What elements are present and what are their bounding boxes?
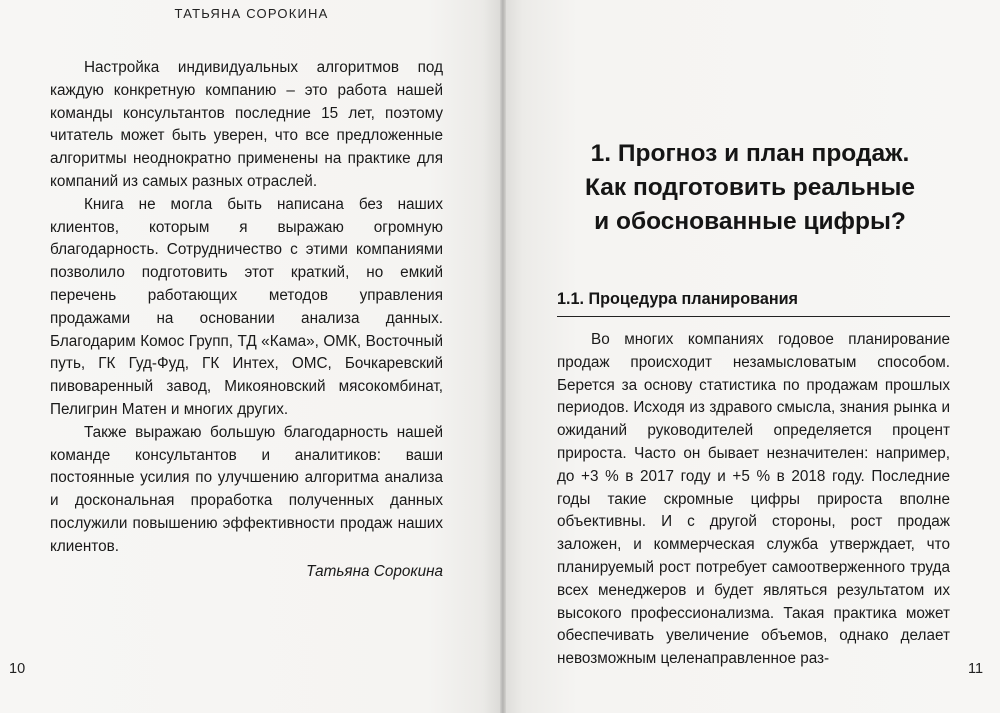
page-number-left: 10 xyxy=(9,661,26,677)
left-page-body xyxy=(50,57,443,583)
running-head: ТАТЬЯНА СОРОКИНА xyxy=(174,6,329,21)
section-divider xyxy=(557,316,950,317)
page-number-right: 11 xyxy=(968,661,984,677)
paragraph: Во многих компаниях годовое планирование продаж происходит незамысловатым способом. Берется за основу статистика по продажам прошлых периодов. Исходя из здравого смысла, знания рынка и ожиданий руководителей определяется процент прироста. Часто он бывает незначителен: например, до +3 % в 2017 году и +5 % в 2018 году. Последние годы такие скромные цифры прироста вполне объективны. И с другой стороны, рост продаж заложен, и коммерческая служба утверждает, что планируемый рост потребует самоотверженного труда всех менеджеров и будет являться результатом их высокого профессионализма. Такая практика может обеспечивать увеличение объемов, однако делает невозможным целенаправленное раз- xyxy=(557,331,950,668)
book-gutter xyxy=(500,0,506,713)
paragraph: Также выражаю большую благодарность нашей команде консультантов и аналитиков: ваши постоянные усилия по улучшению алгоритма анализа и доскональная проработка полученных данных послужили повышению эффективности продаж наших клиентов. xyxy=(50,423,443,555)
paragraph: Книга не могла быть написана без наших клиентов, которым я выражаю огромную благодарность. Сотрудничество с этими компаниями позволило подготовить этот краткий, но емкий перечень работающих методов управления продажами на основании анализа данных. Благодарим Комос Групп, ТД «Кама», ОМК, Восточный путь, ГК Гуд-Фуд, ГК Интех, ОМС, Бочкаревский пивоваренный завод, Микояновский мясокомбинат, Пелигрин Матен и многих других. xyxy=(50,195,443,418)
paragraph: Настройка индивидуальных алгоритмов под каждую конкретную компанию – это работа нашей команды консультантов последние 15 лет, поэтому читатель может быть уверен, что все предложенные алгоритмы неоднократно применены на практике для компаний из самых разных отраслей. xyxy=(50,59,443,190)
author-signature: Татьяна Сорокина xyxy=(306,562,443,580)
chapter-title-line: Как подготовить реальные xyxy=(585,174,915,201)
right-page-body xyxy=(557,329,950,671)
chapter-title-line: и обоснованные цифры? xyxy=(594,208,906,235)
chapter-title xyxy=(530,137,970,239)
chapter-title-line: 1. Прогноз и план продаж. xyxy=(590,140,910,167)
section-title: 1.1. Процедура планирования xyxy=(557,290,798,308)
